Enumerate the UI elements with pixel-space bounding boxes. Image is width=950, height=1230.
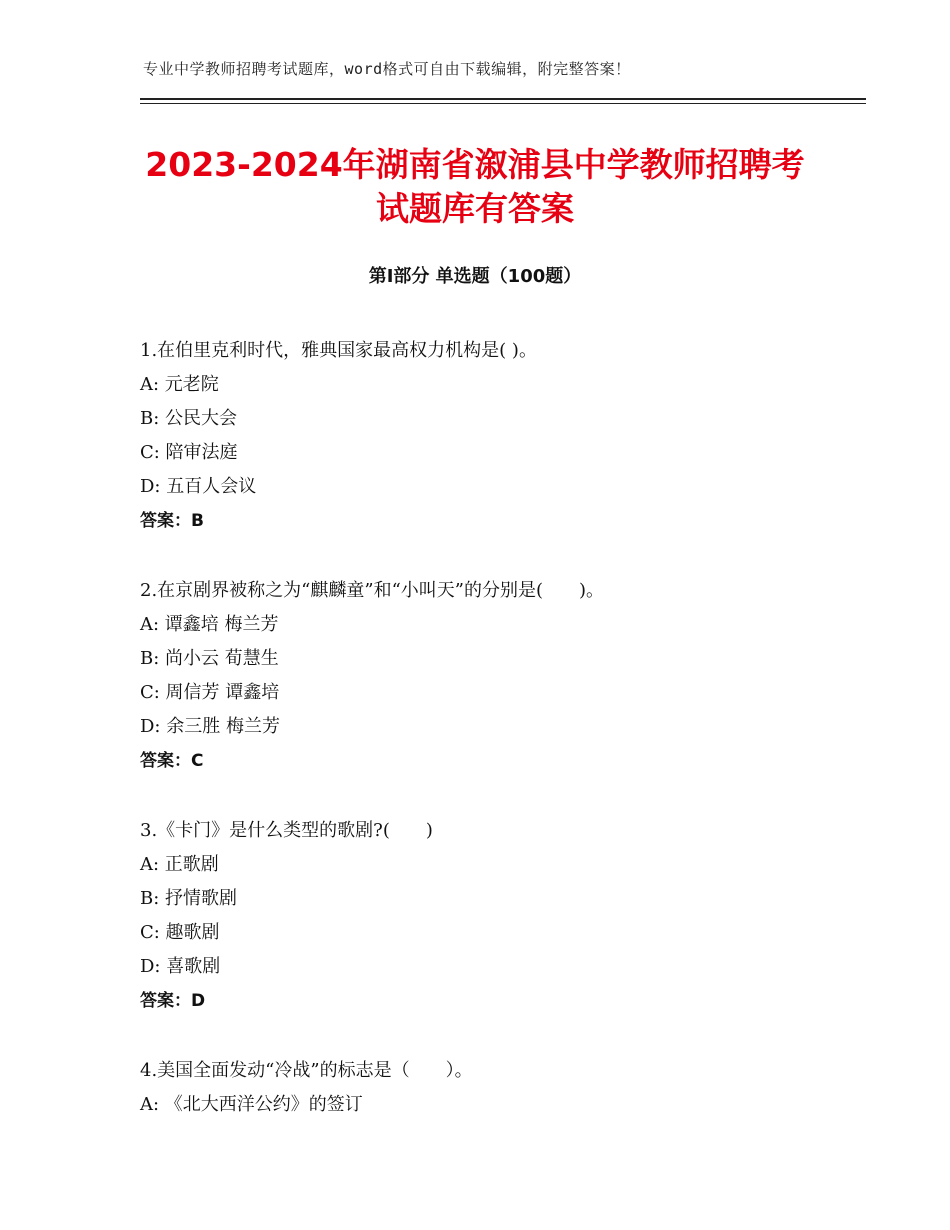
header-rule-thick <box>140 98 866 100</box>
option-b: B: 公民大会 <box>140 408 238 429</box>
answer: 答案：D <box>140 991 206 1011</box>
question-stem: 3.《卡门》是什么类型的歌剧?( ) <box>140 820 433 841</box>
option-a: A: 正歌剧 <box>140 854 219 875</box>
option-a: A: 《北大西洋公约》的签订 <box>140 1094 363 1115</box>
answer: 答案：B <box>140 511 204 531</box>
header-rule-thin <box>140 103 866 104</box>
document-title-line-2: 试题库有答案 <box>376 189 574 228</box>
option-b: B: 尚小云 荀慧生 <box>140 648 279 669</box>
option-d: D: 余三胜 梅兰芳 <box>140 716 280 737</box>
question-3 <box>140 814 860 1018</box>
question-stem: 4.美国全面发动“冷战”的标志是（ ）。 <box>140 1060 473 1081</box>
question-2 <box>140 574 860 778</box>
section-title: 第Ⅰ部分 单选题（100题） <box>368 266 582 287</box>
question-list <box>140 334 860 1158</box>
answer: 答案：C <box>140 751 204 771</box>
question-stem: 2.在京剧界被称之为“麒麟童”和“小叫天”的分别是( )。 <box>140 580 605 601</box>
option-d: D: 五百人会议 <box>140 476 257 497</box>
document-title-line-1: 2023-2024年湖南省溆浦县中学教师招聘考 <box>145 145 805 184</box>
header-note: 专业中学教师招聘考试题库，word格式可自由下载编辑，附完整答案！ <box>143 60 631 78</box>
option-c: C: 陪审法庭 <box>140 442 238 463</box>
document-title <box>100 143 850 231</box>
option-c: C: 趣歌剧 <box>140 922 220 943</box>
question-1 <box>140 334 860 538</box>
question-stem: 1.在伯里克利时代，雅典国家最高权力机构是( )。 <box>140 340 537 361</box>
question-4 <box>140 1054 860 1122</box>
option-a: A: 元老院 <box>140 374 219 395</box>
option-d: D: 喜歌剧 <box>140 956 221 977</box>
option-b: B: 抒情歌剧 <box>140 888 238 909</box>
option-a: A: 谭鑫培 梅兰芳 <box>140 614 279 635</box>
option-c: C: 周信芳 谭鑫培 <box>140 682 280 703</box>
